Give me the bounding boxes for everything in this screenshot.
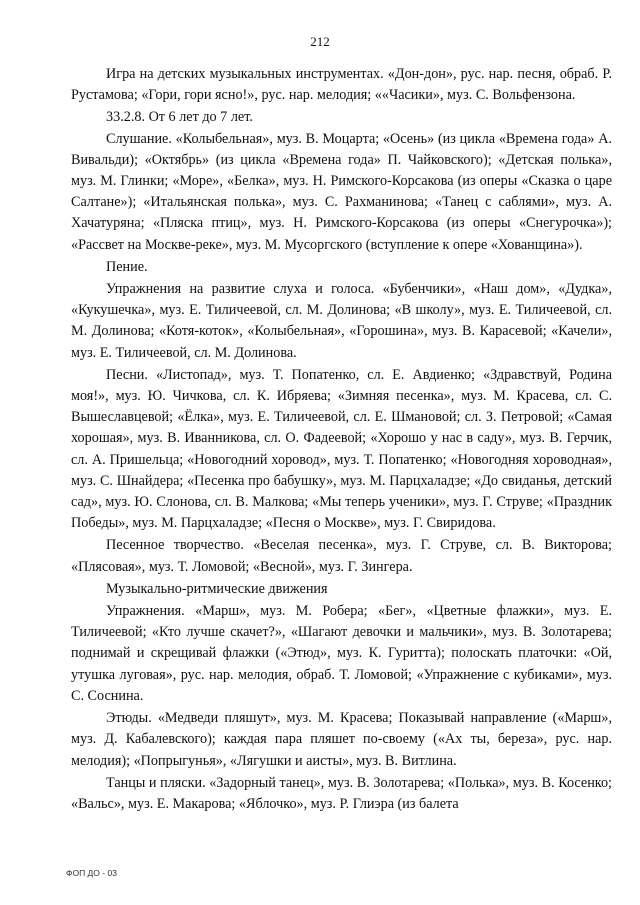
paragraph-listening: Слушание. «Колыбельная», муз. В. Моцарта; «Осень» (из цикла «Времена года» А. Вивальди); «Октябрь» (из цикла «Времена года» П. Чайковского); «Детская полька», муз. М. Глинки; «Море», «Белка», муз. Н. Римского-Корсакова (из оперы «Сказка о царе Салтане»); «Итальянская полька», муз. С. Рахманинова; «Танец с саблями», муз. А. Хачатуряна; «Пляска птиц», муз. Н. Римского-Корсакова (из оперы «Снегурочка»); «Рассвет на Москве-реке», муз. М. Мусоргского (вступление к опере «Хованщина»). [71,130,612,253]
subheading-singing: Пение. [106,258,148,275]
paragraph-exercises: Упражнения. «Марш», муз. М. Робера; «Бег», «Цветные флажки», муз. Е. Тиличеевой; «Кто лучше скачет?», «Шагают девочки и мальчики», муз. В. Золотарева; поднимай и скрещивай флажки («Этюд», муз. К. Гуритта); полоскать платочки: «Ой, утушка луговая», рус. нар. мелодия, обраб. Т. Ломовой; «Упражнение с кубиками», муз. С. Соснина. [71,603,612,704]
subheading-rhythmic-movements: Музыкально-ритмические движения [106,580,328,597]
section-heading-age-6-7: 33.2.8. От 6 лет до 7 лет. [106,109,253,126]
page-number: 212 [310,34,330,49]
footer-document-code: ФОП ДО - 03 [66,868,117,878]
paragraph-instruments: Игра на детских музыкальных инструментах. «Дон-дон», рус. нар. песня, обраб. Р. Рустамова; «Гори, гори ясно!», рус. нар. мелодия; ««Часики», муз. С. Вольфензона. [71,66,612,104]
document-body [71,64,612,815]
paragraph-dances: Танцы и пляски. «Задорный танец», муз. В. Золотарева; «Полька», муз. В. Косенко; «Вальс», муз. Е. Макарова; «Яблочко», муз. Р. Глиэра (из балета [71,774,612,812]
paragraph-etudes: Этюды. «Медведи пляшут», муз. М. Красева; Показывай направление («Марш», муз. Д. Кабалевского); каждая пара пляшет по-своему («Ах ты, береза», рус. нар. мелодия); «Попрыгунья», «Лягушки и аисты», муз. В. Витлина. [71,710,612,769]
paragraph-song-creativity: Песенное творчество. «Веселая песенка», муз. Г. Струве, сл. В. Викторова; «Плясовая», муз. Т. Ломовой; «Весной», муз. Г. Зингера. [71,537,612,575]
paragraph-voice-exercises: Упражнения на развитие слуха и голоса. «Бубенчики», «Наш дом», «Дудка», «Кукушечка», муз. Е. Тиличеевой, сл. М. Долинова; «В школу», муз. Е. Тиличеевой, сл. М. Долинова; «Котя-коток», «Колыбельная», «Горошина», муз. В. Карасевой; «Качели», муз. Е. Тиличеевой, сл. М. Долинова. [71,281,612,361]
paragraph-songs: Песни. «Листопад», муз. Т. Попатенко, сл. Е. Авдиенко; «Здравствуй, Родина моя!», муз. Ю. Чичкова, сл. К. Ибряева; «Зимняя песенка», муз. М. Красева, сл. С. Вышеславцевой; «Ёлка», муз. Е. Тиличеевой, сл. Е. Шмановой; сл. З. Петровой; «Самая хорошая», муз. В. Иванникова, сл. О. Фадеевой; «Хорошо у нас в саду», муз. В. Герчик, сл. А. Пришельца; «Новогодний хоровод», муз. Т. Попатенко; «Новогодняя хороводная», муз. С. Шнайдера; «Песенка про бабушку», муз. М. Парцхаладзе; «До свиданья, детский сад», муз. Ю. Слонова, сл. В. Малкова; «Мы теперь ученики», муз. Г. Струве; «Праздник Победы», муз. М. Парцхаладзе; «Песня о Москве», муз. Г. Свиридова. [71,366,612,532]
